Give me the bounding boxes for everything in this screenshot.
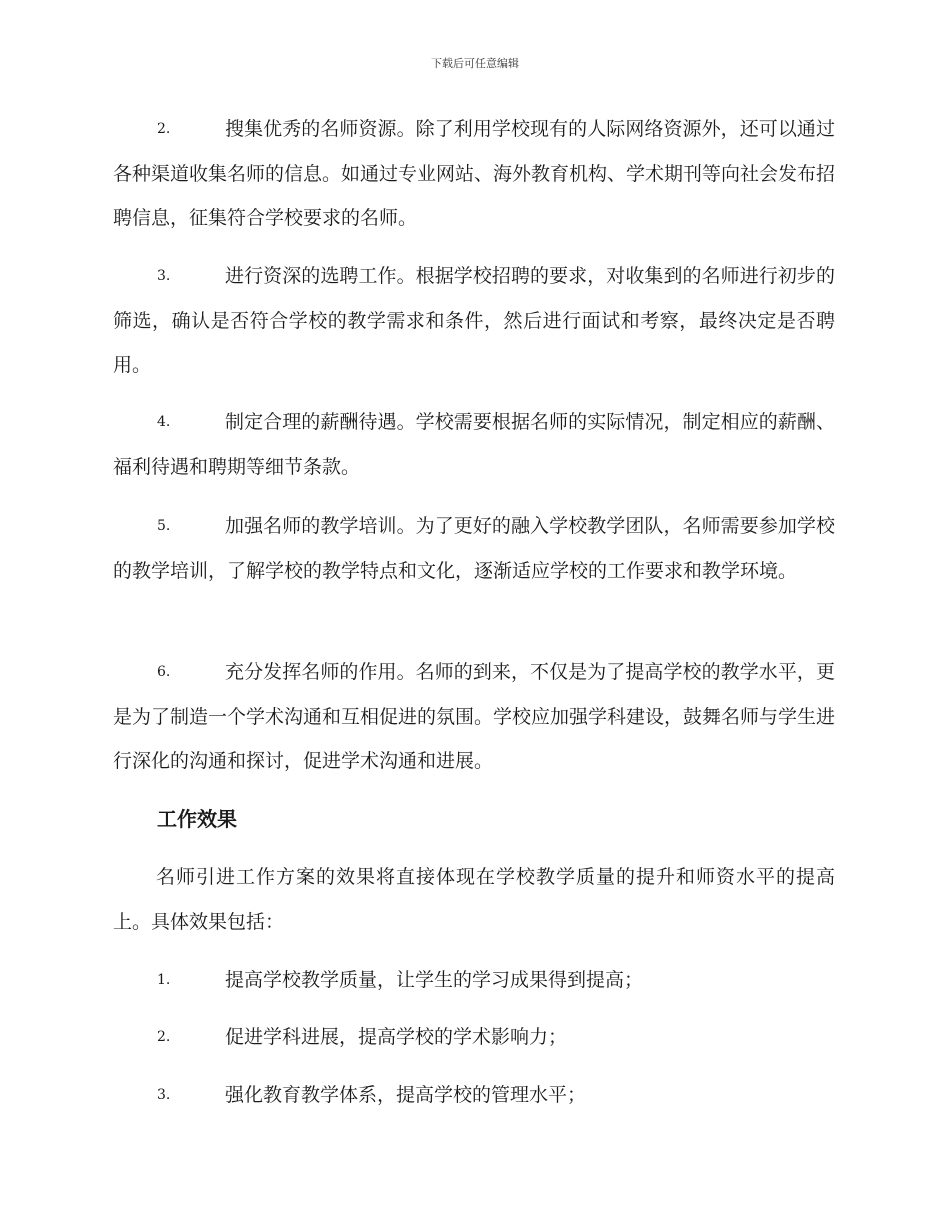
- list-item: 进行资深的选聘工作。根据学校招聘的要求，对收集到的名师进行初步的筛选，确认是否符合学校的教学需求和条件，然后进行面试和考察，最终决定是否聘用。: [113, 265, 835, 377]
- section-intro: 名师引进工作方案的效果将直接体现在学校教学质量的提升和师资水平的提高上。具体效果包括：: [113, 866, 835, 933]
- section-heading: 工作效果: [157, 807, 237, 831]
- list-number: 1.: [157, 972, 171, 988]
- list-number: 3.: [157, 1087, 171, 1103]
- list-number: 2.: [157, 1029, 171, 1045]
- list-item: 强化教育教学体系，提高学校的管理水平；: [225, 1084, 587, 1106]
- list-item: 提高学校教学质量，让学生的学习成果得到提高；: [225, 969, 644, 991]
- list-item: 加强名师的教学培训。为了更好的融入学校教学团队，名师需要参加学校的教学培训，了解学校的教学特点和文化，逐渐适应学校的工作要求和教学环境。: [113, 515, 835, 582]
- list-number: 5.: [157, 518, 171, 534]
- list-item: 充分发挥名师的作用。名师的到来，不仅是为了提高学校的教学水平，更是为了制造一个学术沟通和互相促进的氛围。学校应加强学科建设，鼓舞名师与学生进行深化的沟通和探讨，促进学术沟通和进展。: [113, 661, 836, 773]
- list-item: 促进学科进展，提高学校的学术影响力；: [225, 1026, 568, 1048]
- list-item: 制定合理的薪酬待遇。学校需要根据名师的实际情况，制定相应的薪酬、福利待遇和聘期等细节条款。: [113, 411, 835, 478]
- list-number: 4.: [157, 414, 171, 430]
- list-number: 6.: [157, 664, 171, 680]
- header-note: 下载后可任意编辑: [431, 57, 519, 70]
- list-item: 搜集优秀的名师资源。除了利用学校现有的人际网络资源外，还可以通过各种渠道收集名师的信息。如通过专业网站、海外教育机构、学术期刊等向社会发布招聘信息，征集符合学校要求的名师。: [113, 118, 836, 230]
- list-number: 3.: [157, 268, 171, 284]
- list-number: 2.: [157, 121, 171, 137]
